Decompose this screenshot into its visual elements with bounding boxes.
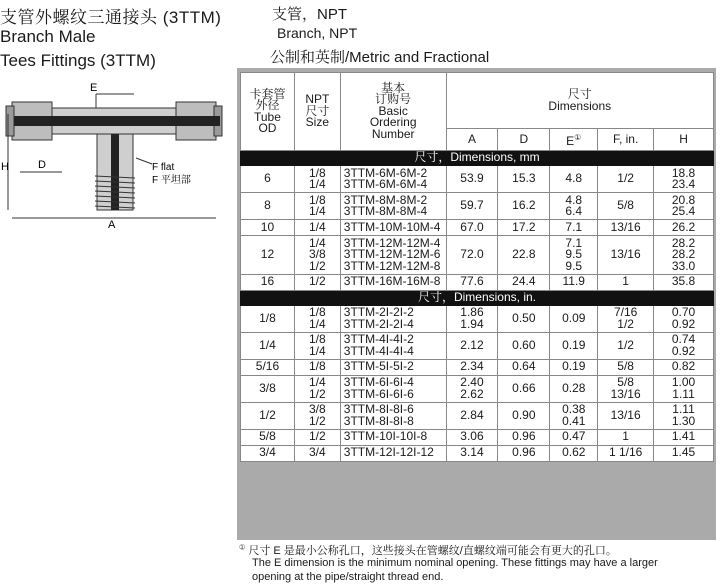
cell-ord: 3TTM-5I-5I-2 — [340, 359, 446, 375]
cell-f: 13/16 — [598, 236, 654, 275]
table-row — [241, 375, 714, 402]
cell-od: 1/2 — [241, 402, 295, 429]
bore — [14, 116, 220, 126]
cell-npt: 1/8 — [294, 359, 340, 375]
col-tube-od: 卡套管 外径 Tube OD — [241, 73, 295, 151]
table-row — [241, 166, 714, 193]
title-en-line2: Tees Fittings (3TTM) — [0, 51, 156, 70]
metric-fractional-label: 公制和英制/Metric and Fractional — [270, 49, 490, 66]
cell-e: 4.8 6.4 — [550, 193, 598, 220]
table-row — [241, 445, 714, 461]
cell-a: 72.0 — [446, 236, 498, 275]
cell-h: 26.2 — [654, 220, 714, 236]
cell-f: 1 — [598, 429, 654, 445]
cell-ord: 3TTM-8I-8I-6 3TTM-8I-8I-8 — [340, 402, 446, 429]
cell-h: 0.82 — [654, 359, 714, 375]
cell-e: 7.1 9.5 9.5 — [550, 236, 598, 275]
cell-a: 3.14 — [446, 445, 498, 461]
cell-od: 6 — [241, 166, 295, 193]
cell-d: 15.3 — [498, 166, 550, 193]
cell-d: 16.2 — [498, 193, 550, 220]
cell-a: 2.12 — [446, 332, 498, 359]
cell-e: 0.62 — [550, 445, 598, 461]
left-tube-end — [6, 106, 14, 136]
cell-h: 35.8 — [654, 274, 714, 290]
cell-ord: 3TTM-16M-16M-8 — [340, 274, 446, 290]
cell-od: 1/8 — [241, 305, 295, 332]
cell-a: 3.06 — [446, 429, 498, 445]
cell-npt: 1/8 1/4 — [294, 193, 340, 220]
cell-ord: 3TTM-6I-6I-4 3TTM-6I-6I-6 — [340, 375, 446, 402]
cell-npt: 1/2 — [294, 429, 340, 445]
cell-a: 67.0 — [446, 220, 498, 236]
col-d: D — [498, 129, 550, 151]
cell-d: 0.90 — [498, 402, 550, 429]
cell-d: 0.96 — [498, 445, 550, 461]
cell-h: 1.45 — [654, 445, 714, 461]
cell-npt: 1/4 — [294, 220, 340, 236]
cell-npt: 3/8 1/2 — [294, 402, 340, 429]
table-row — [241, 220, 714, 236]
cell-ord: 3TTM-4I-4I-2 3TTM-4I-4I-4 — [340, 332, 446, 359]
table-row — [241, 359, 714, 375]
col-npt-size: NPT 尺寸 Size — [294, 73, 340, 151]
cell-ord: 3TTM-12I-12I-12 — [340, 445, 446, 461]
cell-ord: 3TTM-10I-10I-8 — [340, 429, 446, 445]
col-h: H — [654, 129, 714, 151]
cell-a: 1.86 1.94 — [446, 305, 498, 332]
table-row — [241, 332, 714, 359]
cell-a: 2.84 — [446, 402, 498, 429]
cell-ord: 3TTM-6M-6M-2 3TTM-6M-6M-4 — [340, 166, 446, 193]
cell-f: 1 — [598, 274, 654, 290]
cell-f: 7/16 1/2 — [598, 305, 654, 332]
cell-a: 77.6 — [446, 274, 498, 290]
table-row — [241, 274, 714, 290]
cell-od: 5/8 — [241, 429, 295, 445]
cell-npt: 1/8 1/4 — [294, 305, 340, 332]
cell-ord: 3TTM-2I-2I-2 3TTM-2I-2I-4 — [340, 305, 446, 332]
label-d: D — [38, 159, 46, 171]
label-f-flat-cn: F 平坦部 — [152, 175, 191, 186]
title-en-line1: Branch Male — [0, 27, 96, 46]
units-band — [241, 290, 714, 305]
cell-od: 10 — [241, 220, 295, 236]
table-row — [241, 305, 714, 332]
cell-f: 5/8 13/16 — [598, 375, 654, 402]
cell-npt: 1/8 1/4 — [294, 332, 340, 359]
cell-e: 11.9 — [550, 274, 598, 290]
col-a: A — [446, 129, 498, 151]
cell-h: 20.8 25.4 — [654, 193, 714, 220]
table-row — [241, 402, 714, 429]
cell-h: 28.2 28.2 33.0 — [654, 236, 714, 275]
units-band — [241, 151, 714, 166]
cell-npt: 3/4 — [294, 445, 340, 461]
col-f: F, in. — [598, 129, 654, 151]
branch-npt-cn: 支管，NPT — [272, 6, 348, 23]
cell-d: 22.8 — [498, 236, 550, 275]
cell-f: 5/8 — [598, 359, 654, 375]
cell-npt: 1/4 1/2 — [294, 375, 340, 402]
cell-od: 1/4 — [241, 332, 295, 359]
col-e: E① — [550, 129, 598, 151]
cell-h: 0.74 0.92 — [654, 332, 714, 359]
col-ordering-number: 基本 订购号 Basic Ordering Number — [340, 73, 446, 151]
cell-od: 16 — [241, 274, 295, 290]
col-dimensions: 尺寸 Dimensions — [446, 73, 713, 129]
cell-e: 0.47 — [550, 429, 598, 445]
cell-od: 5/16 — [241, 359, 295, 375]
footnote-cn: ① 尺寸 E 是最小公称孔口，这些接头在管螺纹/直螺纹端可能会有更大的孔口。 — [239, 544, 617, 557]
cell-f: 13/16 — [598, 220, 654, 236]
cell-e: 7.1 — [550, 220, 598, 236]
cell-d: 0.66 — [498, 375, 550, 402]
branch-npt-en: Branch, NPT — [277, 25, 358, 41]
title-cn: 支管外螺纹三通接头 (3TTM) — [0, 8, 222, 27]
cell-h: 18.8 23.4 — [654, 166, 714, 193]
tee-fitting-diagram — [0, 80, 232, 230]
cell-a: 2.40 2.62 — [446, 375, 498, 402]
cell-npt: 1/2 — [294, 274, 340, 290]
footnote-en-line2: opening at the pipe/straight thread end. — [252, 571, 444, 583]
cell-e: 4.8 — [550, 166, 598, 193]
cell-d: 0.50 — [498, 305, 550, 332]
units-band-label: 尺寸，Dimensions, mm — [241, 151, 714, 166]
cell-f: 1 1/16 — [598, 445, 654, 461]
cell-h: 0.70 0.92 — [654, 305, 714, 332]
cell-e: 0.19 — [550, 332, 598, 359]
spec-table — [240, 72, 714, 462]
cell-d: 0.96 — [498, 429, 550, 445]
cell-f: 1/2 — [598, 166, 654, 193]
table-row — [241, 236, 714, 275]
cell-f: 13/16 — [598, 402, 654, 429]
cell-e: 0.09 — [550, 305, 598, 332]
label-a: A — [108, 219, 116, 230]
cell-h: 1.00 1.11 — [654, 375, 714, 402]
footnote-en-line1: The E dimension is the minimum nominal opening. These fittings may have a larger — [252, 557, 658, 569]
cell-e: 0.19 — [550, 359, 598, 375]
cell-h: 1.41 — [654, 429, 714, 445]
label-e: E — [90, 82, 98, 94]
cell-ord: 3TTM-8M-8M-2 3TTM-8M-8M-4 — [340, 193, 446, 220]
label-h: H — [1, 161, 9, 173]
spec-table-panel — [237, 68, 716, 540]
cell-ord: 3TTM-12M-12M-4 3TTM-12M-12M-6 3TTM-12M-12M-8 — [340, 236, 446, 275]
label-f-flat: F flat — [152, 162, 175, 173]
cell-od: 12 — [241, 236, 295, 275]
cell-a: 59.7 — [446, 193, 498, 220]
cell-f: 5/8 — [598, 193, 654, 220]
cell-d: 24.4 — [498, 274, 550, 290]
cell-a: 2.34 — [446, 359, 498, 375]
table-row — [241, 193, 714, 220]
cell-od: 3/8 — [241, 375, 295, 402]
cell-e: 0.38 0.41 — [550, 402, 598, 429]
cell-e: 0.28 — [550, 375, 598, 402]
branch-bore — [111, 134, 119, 210]
cell-a: 53.9 — [446, 166, 498, 193]
cell-d: 0.64 — [498, 359, 550, 375]
cell-od: 8 — [241, 193, 295, 220]
cell-npt: 1/8 1/4 — [294, 166, 340, 193]
cell-d: 17.2 — [498, 220, 550, 236]
units-band-label: 尺寸，Dimensions, in. — [241, 290, 714, 305]
cell-ord: 3TTM-10M-10M-4 — [340, 220, 446, 236]
cell-d: 0.60 — [498, 332, 550, 359]
table-row — [241, 429, 714, 445]
cell-od: 3/4 — [241, 445, 295, 461]
cell-f: 1/2 — [598, 332, 654, 359]
cell-h: 1.11 1.30 — [654, 402, 714, 429]
cell-npt: 1/4 3/8 1/2 — [294, 236, 340, 275]
